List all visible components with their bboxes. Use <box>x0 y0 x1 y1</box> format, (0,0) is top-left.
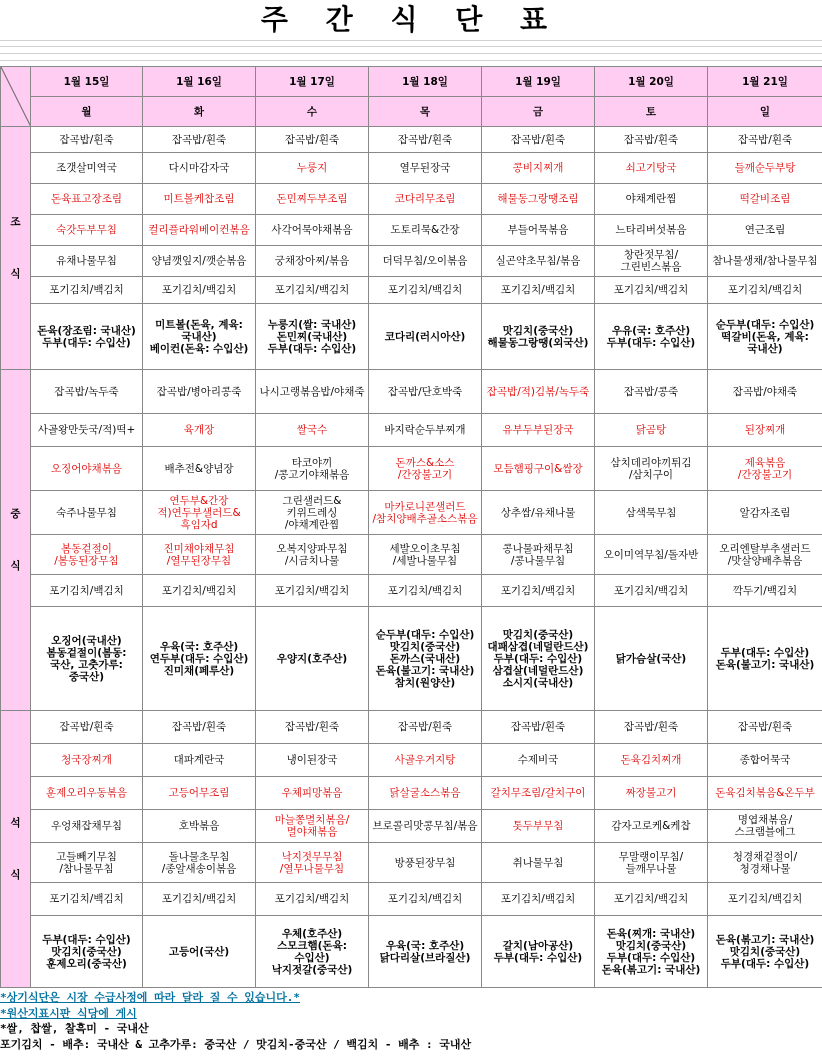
menu-cell: 포기김치/백김치 <box>369 883 482 916</box>
menu-cell: 오리엔탈부추샐러드 /맛살양배추볶음 <box>708 535 822 575</box>
menu-cell: 타코야끼 /콩고기야채볶음 <box>256 447 369 491</box>
menu-cell: 봄동겉절이 /봄동된장무침 <box>31 535 143 575</box>
menu-cell: 연두부&간장 적)연두부샐러드&흑임자d <box>143 491 256 535</box>
menu-cell: 포기김치/백김치 <box>482 575 595 607</box>
menu-cell: 포기김치/백김치 <box>595 883 708 916</box>
menu-cell: 제육볶음 /간장불고기 <box>708 447 822 491</box>
origin-cell: 미트볼(돈육, 계육: 국내산) 베이컨(돈육: 수입산) <box>143 304 256 370</box>
menu-row <box>1 127 822 153</box>
menu-cell: 그린샐러드&키위드레싱 /야채계란찜 <box>256 491 369 535</box>
header-corner <box>1 67 31 127</box>
menu-row <box>1 607 822 711</box>
menu-cell: 방풍된장무침 <box>369 843 482 883</box>
menu-cell: 느타리버섯볶음 <box>595 215 708 246</box>
menu-cell: 미트볼케찹조림 <box>143 184 256 215</box>
menu-cell: 잡곡밥/흰죽 <box>482 127 595 153</box>
menu-cell: 숙갓두부무침 <box>31 215 143 246</box>
menu-cell: 잡곡밥/흰죽 <box>143 711 256 744</box>
menu-row <box>1 277 822 304</box>
origin-cell: 우체(호주산) 스모크햄(돈육: 수입산) 낙지젓갈(중국산) <box>256 916 369 988</box>
origin-cell: 오징어(국내산) 봄동겉절이(봄동: 국산, 고춧가루: 중국산) <box>31 607 143 711</box>
menu-cell: 브로콜리맛콩무침/볶음 <box>369 810 482 843</box>
menu-cell: 포기김치/백김치 <box>708 277 822 304</box>
menu-cell: 사골왕만둣국/적)떡+ <box>31 414 143 447</box>
menu-cell: 잡곡밥/콩죽 <box>595 370 708 414</box>
menu-cell: 컬리플라워베이컨볶음 <box>143 215 256 246</box>
meal-label: 석 식 <box>1 711 31 988</box>
menu-cell: 포기김치/백김치 <box>143 277 256 304</box>
menu-cell: 배추전&양념장 <box>143 447 256 491</box>
menu-cell: 돌나물초무침 /종알새송이볶음 <box>143 843 256 883</box>
origin-cell: 우육(국: 호주산) 닭다리살(브라질산) <box>369 916 482 988</box>
menu-cell: 오이미역무침/돌자반 <box>595 535 708 575</box>
menu-cell: 마카로니콘샐러드 /참치양배추골소스볶음 <box>369 491 482 535</box>
menu-row <box>1 215 822 246</box>
menu-cell: 호박볶음 <box>143 810 256 843</box>
date-header: 1월 20일 <box>595 67 708 97</box>
weekly-menu-table <box>0 66 822 988</box>
menu-cell: 창란젓무침/그린빈스볶음 <box>595 246 708 277</box>
menu-row <box>1 304 822 370</box>
diagonal-line <box>1 67 31 127</box>
menu-cell: 참나물생채/참나물무침 <box>708 246 822 277</box>
origin-cell: 우유(국: 호주산) 두부(대두: 수입산) <box>595 304 708 370</box>
menu-cell: 포기김치/백김치 <box>595 575 708 607</box>
menu-cell: 돈육김치찌개 <box>595 744 708 777</box>
menu-cell: 진미채야채무침 /열무된장무침 <box>143 535 256 575</box>
menu-row <box>1 810 822 843</box>
menu-row <box>1 414 822 447</box>
menu-cell: 사골우거지탕 <box>369 744 482 777</box>
menu-cell: 된장찌개 <box>708 414 822 447</box>
menu-cell: 대파계란국 <box>143 744 256 777</box>
menu-cell: 삼치데리야끼튀김 /삼치구이 <box>595 447 708 491</box>
menu-cell: 취나물무침 <box>482 843 595 883</box>
menu-cell: 포기김치/백김치 <box>31 575 143 607</box>
menu-cell: 모듬햄핑구이&쌈장 <box>482 447 595 491</box>
menu-cell: 도토리묵&간장 <box>369 215 482 246</box>
menu-cell: 떡갈비조림 <box>708 184 822 215</box>
origin-cell: 돈육(장조림: 국내산) 두부(대두: 수입산) <box>31 304 143 370</box>
menu-row <box>1 883 822 916</box>
origin-cell: 우양지(호주산) <box>256 607 369 711</box>
menu-row <box>1 447 822 491</box>
weekday-header: 수 <box>256 97 369 127</box>
menu-cell: 해물동그랑땡조림 <box>482 184 595 215</box>
menu-cell: 잡곡밥/병아리콩죽 <box>143 370 256 414</box>
menu-cell: 포기김치/백김치 <box>256 575 369 607</box>
origin-cell: 돈육(볶고기: 국내산) 맛김치(중국산) 두부(대두: 수입산) <box>708 916 822 988</box>
sheet-gridlines <box>0 40 822 66</box>
origin-cell: 두부(대두: 수입산) 돈육(불고기: 국내산) <box>708 607 822 711</box>
menu-cell: 육개장 <box>143 414 256 447</box>
menu-cell: 포기김치/백김치 <box>143 883 256 916</box>
weekday-header: 목 <box>369 97 482 127</box>
menu-cell: 부들어묵볶음 <box>482 215 595 246</box>
menu-cell: 닭살굴소스볶음 <box>369 777 482 810</box>
menu-cell: 상추쌈/유채나물 <box>482 491 595 535</box>
menu-cell: 잡곡밥/단호박죽 <box>369 370 482 414</box>
menu-cell: 청국장찌개 <box>31 744 143 777</box>
menu-cell: 포기김치/백김치 <box>256 883 369 916</box>
menu-cell: 바지락순두부찌개 <box>369 414 482 447</box>
menu-cell: 고들빼기무침 /참나물무침 <box>31 843 143 883</box>
menu-row <box>1 711 822 744</box>
menu-cell: 명엽채볶음/스크램블에그 <box>708 810 822 843</box>
menu-row <box>1 843 822 883</box>
meal-label: 중 식 <box>1 370 31 711</box>
menu-cell: 포기김치/백김치 <box>708 883 822 916</box>
menu-cell: 포기김치/백김치 <box>369 575 482 607</box>
footer-notes <box>0 990 822 1052</box>
menu-cell: 냉이된장국 <box>256 744 369 777</box>
origin-cell: 갈치(남아공산) 두부(대두: 수입산) <box>482 916 595 988</box>
menu-cell: 실곤약초무침/볶음 <box>482 246 595 277</box>
menu-cell: 사각어묵야채볶음 <box>256 215 369 246</box>
note-line: *쌀, 찹쌀, 찰흑미 - 국내산 <box>0 1022 149 1035</box>
menu-cell: 알감자조림 <box>708 491 822 535</box>
menu-cell: 양념깻잎지/깻순볶음 <box>143 246 256 277</box>
menu-cell: 청경채겉절이/청경채나물 <box>708 843 822 883</box>
menu-cell: 연근조림 <box>708 215 822 246</box>
menu-cell: 닭곰탕 <box>595 414 708 447</box>
menu-cell: 마늘쫑멸치볶음/멸야채볶음 <box>256 810 369 843</box>
menu-cell: 잡곡밥/흰죽 <box>369 711 482 744</box>
menu-cell: 다시마감자국 <box>143 153 256 184</box>
menu-cell: 콩나물파채무침 /콩나물무침 <box>482 535 595 575</box>
origin-cell: 우육(국: 호주산) 연두부(대두: 수입산) 진미채(페루산) <box>143 607 256 711</box>
origin-cell: 맛김치(중국산) 해물동그랑땡(외국산) <box>482 304 595 370</box>
note-line: 포기김치 - 배추: 국내산 & 고추가루: 중국산 / 맛김치-중국산 / 백김치 - 배추 : 국내산 <box>0 1037 472 1051</box>
date-header: 1월 19일 <box>482 67 595 97</box>
page-title: 주 간 식 단 표 <box>260 3 562 36</box>
menu-cell: 들깨순두부탕 <box>708 153 822 184</box>
menu-cell: 오징어야채볶음 <box>31 447 143 491</box>
weekday-header: 일 <box>708 97 822 127</box>
menu-cell: 훈제오리우동볶음 <box>31 777 143 810</box>
menu-cell: 포기김치/백김치 <box>482 277 595 304</box>
origin-cell: 두부(대두: 수입산) 맛김치(중국산) 훈제오리(중국산) <box>31 916 143 988</box>
menu-cell: 짜장불고기 <box>595 777 708 810</box>
menu-cell: 유부두부된장국 <box>482 414 595 447</box>
menu-cell: 잡곡밥/흰죽 <box>256 127 369 153</box>
menu-row <box>1 777 822 810</box>
menu-row <box>1 535 822 575</box>
menu-cell: 고등어무조림 <box>143 777 256 810</box>
menu-cell: 야채계란찜 <box>595 184 708 215</box>
menu-cell: 숙주나물무침 <box>31 491 143 535</box>
menu-cell: 포기김치/백김치 <box>482 883 595 916</box>
menu-cell: 잡곡밥/흰죽 <box>143 127 256 153</box>
menu-cell: 톳두부무침 <box>482 810 595 843</box>
menu-cell: 포기김치/백김치 <box>143 575 256 607</box>
menu-cell: 종합어묵국 <box>708 744 822 777</box>
date-header: 1월 15일 <box>31 67 143 97</box>
origin-cell: 닭가슴살(국산) <box>595 607 708 711</box>
menu-row <box>1 153 822 184</box>
menu-row <box>1 491 822 535</box>
menu-cell: 수제비국 <box>482 744 595 777</box>
menu-cell: 쌀국수 <box>256 414 369 447</box>
menu-row <box>1 246 822 277</box>
menu-cell: 유채나물무침 <box>31 246 143 277</box>
menu-cell: 잡곡밥/흰죽 <box>256 711 369 744</box>
menu-cell: 포기김치/백김치 <box>369 277 482 304</box>
menu-row <box>1 744 822 777</box>
weekday-header: 금 <box>482 97 595 127</box>
menu-cell: 무말랭이무침/들깨무나물 <box>595 843 708 883</box>
menu-cell: 누룽지 <box>256 153 369 184</box>
menu-cell: 잡곡밥/흰죽 <box>595 127 708 153</box>
origin-cell: 코다리(러시아산) <box>369 304 482 370</box>
menu-cell: 콩비지찌개 <box>482 153 595 184</box>
menu-cell: 잡곡밥/녹두죽 <box>31 370 143 414</box>
menu-cell: 조갯살미역국 <box>31 153 143 184</box>
menu-cell: 잡곡밥/흰죽 <box>708 127 822 153</box>
menu-cell: 돈까스&소스 /간장불고기 <box>369 447 482 491</box>
menu-cell: 잡곡밥/흰죽 <box>31 711 143 744</box>
menu-cell: 잡곡밥/흰죽 <box>482 711 595 744</box>
date-header: 1월 21일 <box>708 67 822 97</box>
menu-cell: 나시고랭볶음밥/야채죽 <box>256 370 369 414</box>
menu-cell: 돈민찌두부조림 <box>256 184 369 215</box>
menu-row <box>1 916 822 988</box>
menu-cell: 포기김치/백김치 <box>595 277 708 304</box>
menu-cell: 세발오이초무침 /세발나물무침 <box>369 535 482 575</box>
menu-cell: 우체피망볶음 <box>256 777 369 810</box>
menu-cell: 잡곡밥/흰죽 <box>369 127 482 153</box>
date-header: 1월 18일 <box>369 67 482 97</box>
menu-cell: 포기김치/백김치 <box>31 883 143 916</box>
menu-row <box>1 575 822 607</box>
menu-cell: 우엉채잡채무침 <box>31 810 143 843</box>
origin-cell: 돈육(찌개: 국내산) 맛김치(중국산) 두부(대두: 수입산) 돈육(볶고기: 국내산) <box>595 916 708 988</box>
date-header: 1월 16일 <box>143 67 256 97</box>
menu-cell: 잡곡밥/흰죽 <box>708 711 822 744</box>
origin-cell: 누룽지(쌀: 국내산) 돈민찌(국내산) 두부(대두: 수입산) <box>256 304 369 370</box>
menu-cell: 삼색묵무침 <box>595 491 708 535</box>
menu-cell: 돈육표고장조림 <box>31 184 143 215</box>
weekday-header: 화 <box>143 97 256 127</box>
menu-cell: 쇠고기탕국 <box>595 153 708 184</box>
weekday-header: 토 <box>595 97 708 127</box>
menu-row <box>1 184 822 215</box>
menu-cell: 잡곡밥/야채죽 <box>708 370 822 414</box>
origin-cell: 고등어(국산) <box>143 916 256 988</box>
menu-cell: 포기김치/백김치 <box>256 277 369 304</box>
menu-cell: 더덕무침/오이볶음 <box>369 246 482 277</box>
menu-cell: 열무된장국 <box>369 153 482 184</box>
origin-cell: 순두부(대두: 수입산) 맛김치(중국산) 돈까스(국내산) 돈육(불고기: 국내산) 참치(원양산) <box>369 607 482 711</box>
menu-cell: 잡곡밥/적)김볶/녹두죽 <box>482 370 595 414</box>
menu-cell: 코다리무조림 <box>369 184 482 215</box>
meal-label: 조 식 <box>1 127 31 370</box>
menu-row <box>1 370 822 414</box>
menu-cell: 잡곡밥/흰죽 <box>595 711 708 744</box>
menu-cell: 포기김치/백김치 <box>31 277 143 304</box>
menu-cell: 궁채장아찌/볶음 <box>256 246 369 277</box>
note-line: *상기식단은 시장 수급사정에 따라 달라 질 수 있습니다.* <box>0 991 300 1004</box>
menu-cell: 잡곡밥/흰죽 <box>31 127 143 153</box>
date-header: 1월 17일 <box>256 67 369 97</box>
menu-cell: 갈치무조림/갈치구이 <box>482 777 595 810</box>
menu-cell: 감자고로케&케찹 <box>595 810 708 843</box>
menu-cell: 깍두기/백김치 <box>708 575 822 607</box>
weekday-header: 월 <box>31 97 143 127</box>
menu-cell: 오복지양파무침 /시금치나물 <box>256 535 369 575</box>
origin-cell: 순두부(대두: 수입산) 떡갈비(돈육, 계육: 국내산) <box>708 304 822 370</box>
menu-cell: 낙지젓무무침 /열무나물무침 <box>256 843 369 883</box>
menu-cell: 돈육김치볶음&온두부 <box>708 777 822 810</box>
note-line: *원산지표시판 식당에 게시 <box>0 1006 137 1020</box>
origin-cell: 맛김치(중국산) 대패삼겹(네덜란드산) 두부(대두: 수입산) 삼겹살(네덜란드산) 소시지(국내산) <box>482 607 595 711</box>
